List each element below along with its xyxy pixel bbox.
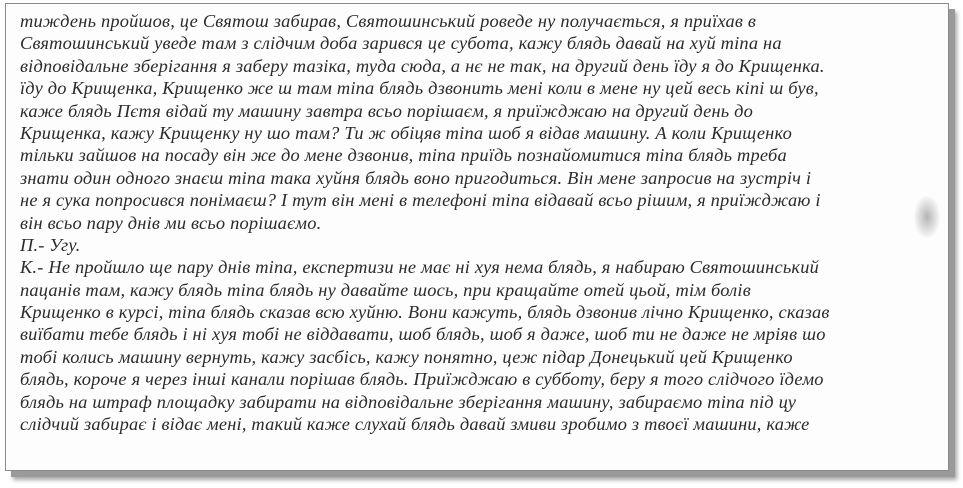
text-line: каже блядь Пєтя відай ту машину завтра всьо порішаєм, я приїжджаю на другий день до [20,100,754,121]
text-line: блядь на штраф площадку забирати на відповідальне зберігання машину, забираємо тіпа під цу [20,391,797,412]
document-frame [5,3,949,471]
text-line: він всьо пару днів ми всьо порішаємо. [20,212,322,233]
text-line: Крищенко в курсі, тіпа блядь сказав всю хуйню. Вони кажуть, блядь дзвонив лічно Крищенко, сказав [20,302,830,323]
text-line: Крищенка, кажу Крищенку ну шо там? Ти ж обіцяв тіпа шоб я відав машину. А коли Крищенко [20,122,792,143]
text-line: виїбати тебе блядь і ні хуя тобі не віддавати, шоб блядь, шоб я даже, шоб ти не даже не мріяв шо [20,324,826,345]
scan-smudge [914,196,940,238]
text-line: не я сука попросився понімаєш? І тут він мені в телефоні тіпа відавай всьо рішим, я приїжджаю і [20,190,821,211]
text-line: тільки зайшов на посаду він же до мене дзвонив, тіпа приїдь познайомитися тіпа блядь треба [20,145,787,166]
text-line: відповідальне зберігання я заберу тазіка, туда сюда, а нє не так, на другий день їду я до Крищенка. [20,55,825,76]
text-line: Святошинський уведе там з слідчим доба зарився це субота, кажу блядь давай на хуй тіпа на [20,33,782,54]
text-line: блядь, короче я через інші канали порішав блядь. Приїжджаю в субботу, беру я того слідчого їдемо [20,369,824,390]
speaker-line: К.- Не пройшло ще пару днів тіпа, експертизи не має ні хуя нема блядь, я набираю Святошинський [20,257,820,278]
text-line: знати один одного знаєш тіпа така хуйня блядь воно пригодиться. Він мене запросив на зустріч і [20,167,812,188]
transcript-page [20,10,940,435]
text-line: тобі колись машину вернуть, кажу засбісь, кажу понятно, цеж підар Донецький цей Крищенко [20,346,793,367]
text-line: слідчий забирає і відає мені, такий каже слухай блядь давай змиви зробимо з твоєї машини, каже [20,414,810,435]
speaker-line: П.- Угу. [20,234,81,255]
text-line: тиждень пройшов, це Святош забирав, Святошинський роведе ну получається, я приїхав в [20,11,757,31]
text-line: пацанів там, кажу блядь тіпа блядь ну давайте шось, при кращайте отей цьой, тім болів [20,279,751,300]
text-line: їду до Крищенка, Крищенко же ш там тіпа блядь дзвонить мені коли в мене ну цей весь кіпі ш був, [20,78,819,99]
